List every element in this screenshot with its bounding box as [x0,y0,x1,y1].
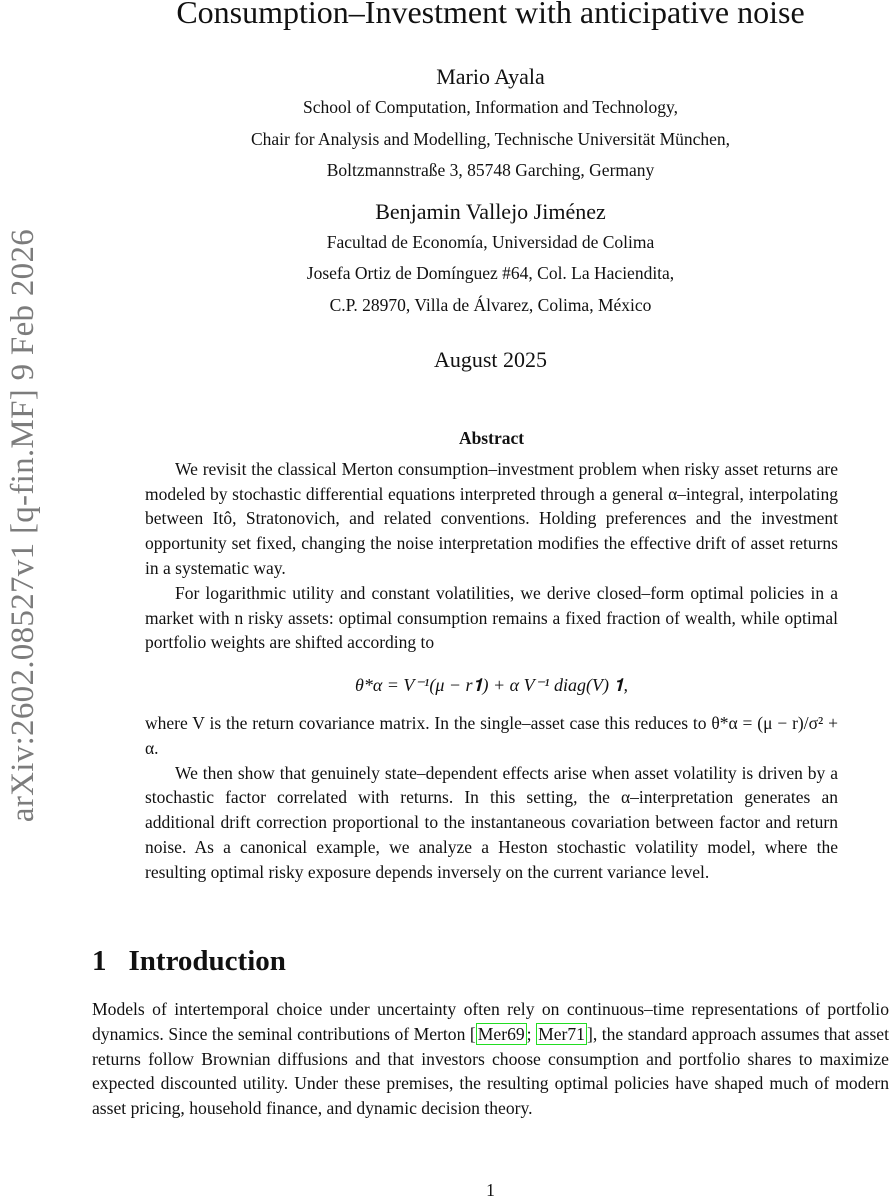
affiliation-line: C.P. 28970, Villa de Álvarez, Colima, México [329,294,652,315]
affiliation-line: Boltzmannstraße 3, 85748 Garching, Germany [326,160,655,180]
abstract-paragraph-1: We revisit the classical Merton consumption–investment problem when risky asset returns are modeled by stochastic differential equations interpreted through a general α–integral, interpolating between Itô, Stratonovich, and related conventions. Holding preferences and the investment opportunity set fixed, changing the noise interpretation modifies the effective drift of asset returns in a systematic way. [145,458,838,578]
intro-text-b: ], the standard approach assumes that asset returns follow Brownian diffusions and that investors choose consumption and portfolio shares to maximize expected discounted utility. Under these premises, the resulting optimal policies have shaped much of modern asset pricing, household finance, and dynamic decision theory. [92,1023,889,1119]
abstract-paragraph-2: For logarithmic utility and constant volatilities, we derive closed–form optimal policies in a market with n risky assets: optimal consumption remains a fixed fraction of wealth, while optimal portfolio weights are shifted according to [145,582,838,653]
author-name: Benjamin Vallejo Jiménez [375,198,606,224]
section-heading [92,945,286,978]
section-title: Introduction [128,945,286,977]
display-equation: θ*α = V⁻¹(μ − r𝟏) + α V⁻¹ diag(V) 𝟏, [355,675,628,696]
intro-text-a: Models of intertemporal choice under uncertainty often rely on continuous–time representations of portfolio dynamics. Since the seminal contributions of Merton [ [92,999,889,1044]
affiliation-line: Chair for Analysis and Modelling, Technische Universität München, [250,128,731,149]
affiliation-line: Facultad de Economía, Universidad de Colima [326,231,655,252]
page-number: 1 [486,1180,495,1200]
citation-link-mer71[interactable]: Mer71 [538,1023,585,1044]
paper-title: Consumption–Investment with anticipative noise [176,0,805,30]
citation-separator: ; [526,1023,537,1044]
section-number: 1 [92,945,107,977]
affiliation-line: Josefa Ortiz de Domínguez #64, Col. La Haciendita, [306,263,675,283]
paper-date: August 2025 [433,347,548,372]
author-block-1 [92,62,889,187]
citation-link-mer69[interactable]: Mer69 [477,1023,525,1044]
abstract [145,426,838,885]
affiliation-line: School of Computation, Information and Technology, [303,97,678,117]
abstract-heading: Abstract [458,428,525,448]
abstract-paragraph-3: where V is the return covariance matrix. In the single–asset case this reduces to θ*α = (μ − r)/σ² + α. [145,712,838,758]
arxiv-sidebar [4,195,44,855]
author-name: Mario Ayala [436,64,545,89]
abstract-paragraph-4: We then show that genuinely state–dependent effects arise when asset volatility is driven by a stochastic factor correlated with returns. In this setting, the α–interpretation generates an additional drift correction proportional to the instantaneous covariation between factor and return noise. As a canonical example, we analyze a Heston stochastic volatility model, where the resulting optimal risky exposure depends inversely on the current variance level. [145,762,838,882]
author-block-2 [92,197,889,322]
author-list [92,62,889,375]
arxiv-identifier: arXiv:2602.08527v1 [q-fin.MF] 9 Feb 2026 [5,228,42,822]
intro-paragraph [92,997,889,1121]
